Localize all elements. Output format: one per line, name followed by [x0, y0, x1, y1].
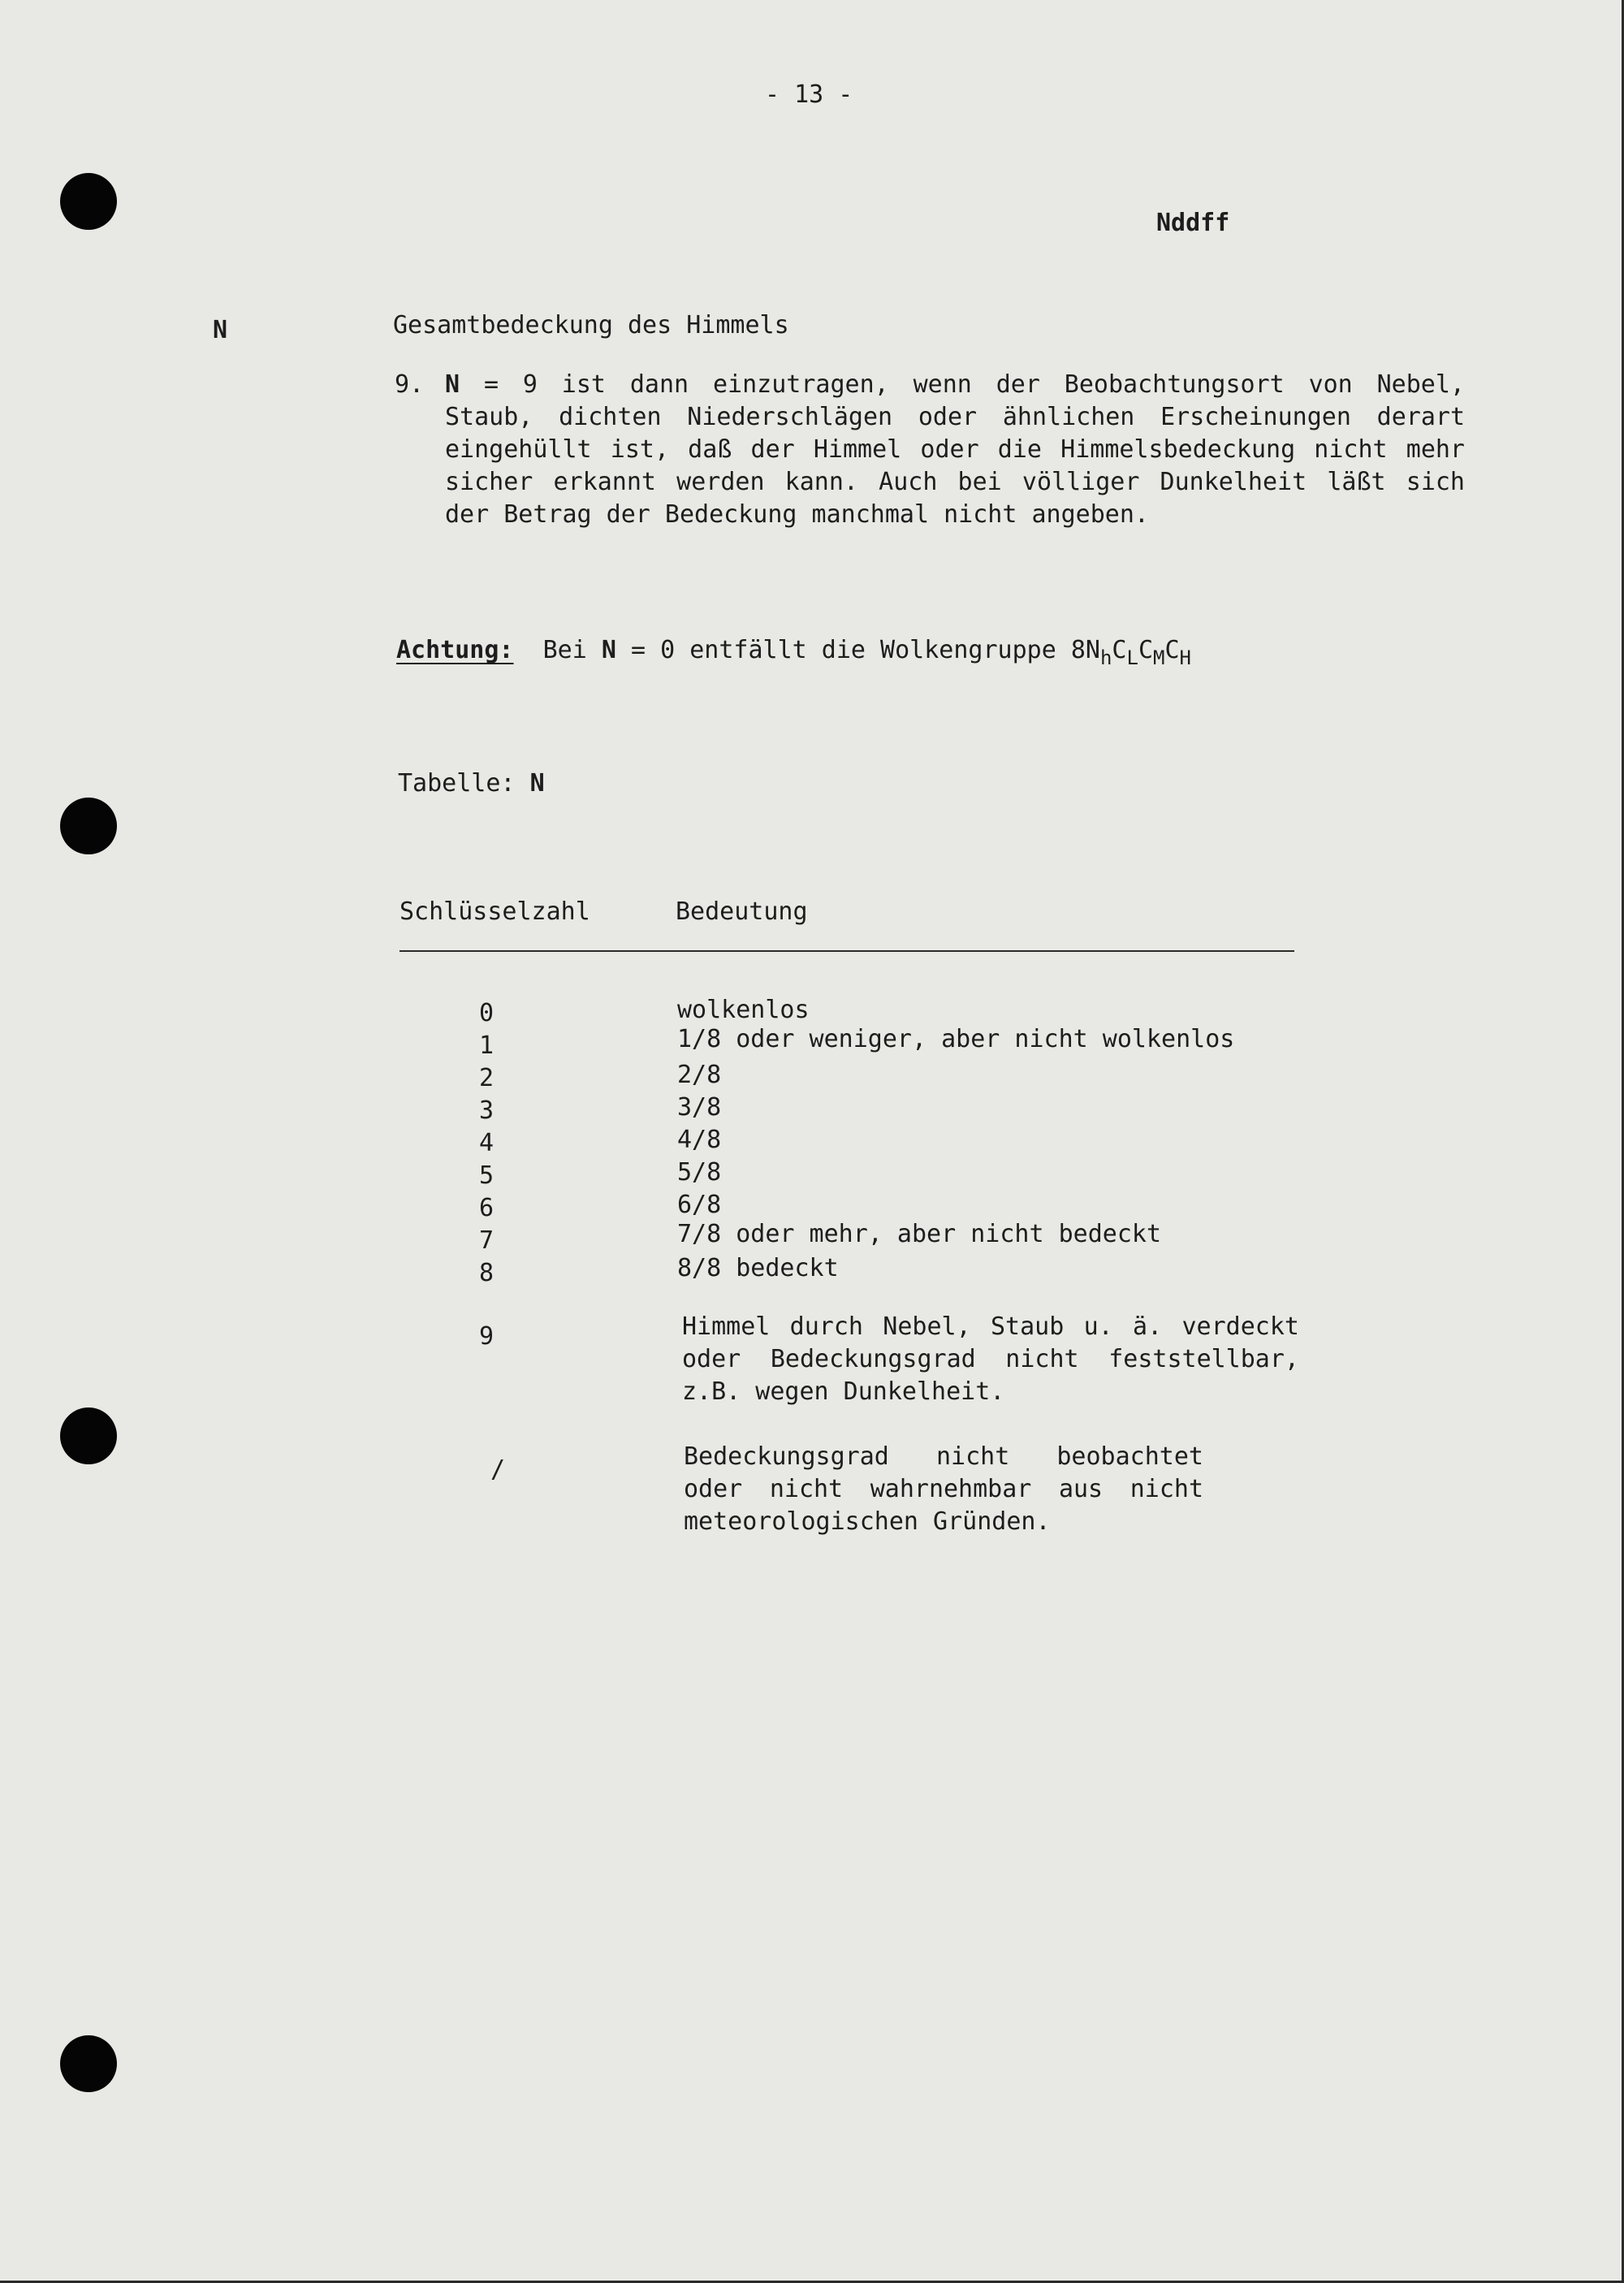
note-paragraph	[395, 369, 1465, 531]
table-row-meaning: Bedeckungsgrad nicht beobachtet oder nicht wahrnehmbar aus nicht meteorologischen Gründen.	[684, 1442, 1203, 1536]
table-row-meaning: wolkenlos	[677, 996, 810, 1024]
table-row-meaning: 3/8	[677, 1093, 722, 1122]
table-row-code: 8	[479, 1259, 495, 1287]
table-row-code: 4	[479, 1129, 495, 1157]
note-text: = 9 ist dann einzutragen, wenn der Beobachtungsort von Nebel, Staub, dichten Niederschlägen oder ähnlichen Erscheinungen derart eingehüllt ist, daß der Himmel oder die Himmelsbedeckung nicht mehr sicher erkannt werden kann. Auch bei völliger Dunkelheit läßt sich der Betrag der Bedeckung manchmal nicht angeben.	[445, 370, 1465, 529]
punch-hole	[60, 173, 117, 230]
attention-label: Achtung:	[396, 636, 514, 664]
table-row-code: 2	[479, 1064, 495, 1092]
page-number: - 13 -	[765, 80, 853, 109]
punch-hole	[60, 2035, 117, 2092]
table-row-code: 1	[479, 1031, 495, 1060]
table-caption: Tabelle: N	[398, 769, 545, 798]
section-title: Gesamtbedeckung des Himmels	[393, 311, 789, 339]
table-row-code: 6	[479, 1194, 495, 1222]
table-row-meaning: 2/8	[677, 1061, 722, 1089]
table-header-code: Schlüsselzahl	[400, 897, 590, 926]
table-row-meaning: 1/8 oder weniger, aber nicht wolkenlos	[677, 1025, 1235, 1053]
attention-line: Achtung: Bei N = 0 entfällt die Wolkengruppe $8N_hC_LC_MC_H$	[396, 636, 1191, 669]
punch-hole	[60, 1407, 117, 1464]
table-row-meaning: 8/8 bedeckt	[677, 1254, 839, 1282]
note-number: 9.	[395, 370, 425, 399]
table-rule	[400, 950, 1294, 952]
table-row-meaning: 4/8	[677, 1126, 722, 1154]
table-row-code: 0	[479, 999, 495, 1027]
header-code: Nddff	[1156, 209, 1230, 237]
table-row-code: /	[490, 1455, 506, 1484]
table-row-meaning: Himmel durch Nebel, Staub u. ä. verdeckt oder Bedeckungsgrad nicht feststellbar, z.B. wegen Dunkelheit.	[682, 1312, 1299, 1406]
table-row-meaning: 7/8 oder mehr, aber nicht bedeckt	[677, 1220, 1162, 1248]
table-row-code: 3	[479, 1096, 495, 1125]
note-symbol: N	[445, 370, 460, 399]
table-row-meaning: 5/8	[677, 1158, 722, 1187]
punch-hole	[60, 798, 117, 854]
table-row-code: 7	[479, 1226, 495, 1255]
table-row-meaning: 6/8	[677, 1191, 722, 1219]
section-symbol: N	[213, 316, 228, 344]
table-row-code: 9	[479, 1322, 495, 1351]
table-row-code: 5	[479, 1161, 495, 1190]
table-header-meaning: Bedeutung	[676, 897, 808, 926]
